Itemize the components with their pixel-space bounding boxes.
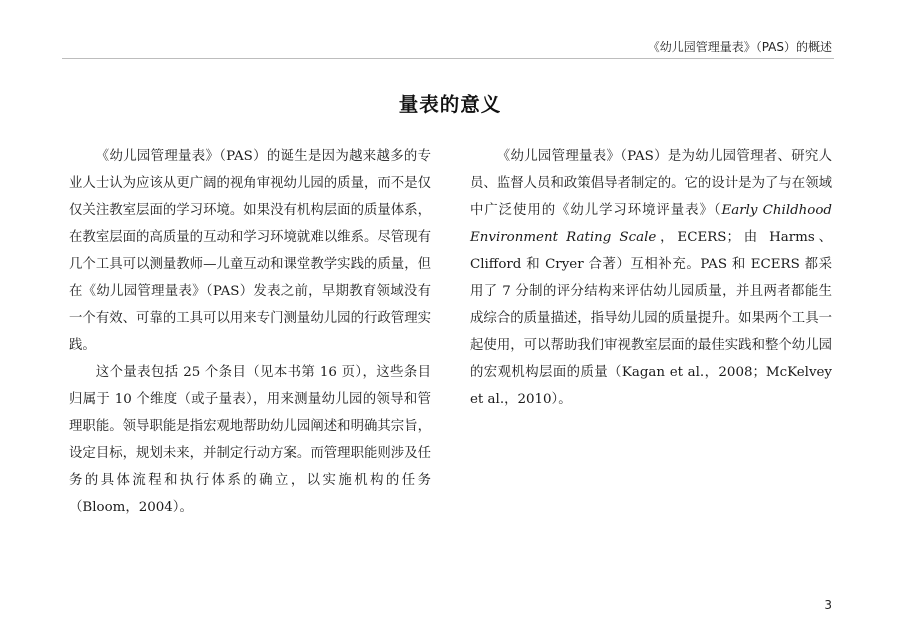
left-column [69, 143, 431, 521]
left-paragraph-2: 这个量表包括 25 个条目（见本书第 16 页），这些条目归属于 10 个维度（或子量表），用来测量幼儿园的领导和管理职能。领导职能是指宏观地帮助幼儿园阐述和明确其宗旨，设定目标，规划未来，并制定行动方案。而管理职能则涉及任务的具体流程和执行体系的确立，以实施机构的任务（Bloom，2004）。 [69, 365, 431, 515]
running-header: 《幼儿园管理量表》（PAS）的概述 [647, 40, 832, 54]
ecers-title-italic: Early Childhood Environment Rating Scale [470, 203, 832, 245]
left-paragraph-1: 《幼儿园管理量表》（PAS）的诞生是因为越来越多的专业人士认为应该从更广阔的视角审视幼儿园的质量，而不是仅仅关注教室层面的学习环境。如果没有机构层面的质量体系，在教室层面的高质量的互动和学习环境就难以维系。尽管现有几个工具可以测量教师—儿童互动和课堂教学实践的质量，但在《幼儿园管理量表》（PAS）发表之前，早期教育领域没有一个有效、可靠的工具可以用来专门测量幼儿园的行政管理实践。 [69, 149, 431, 353]
section-title: 量表的意义 [398, 93, 502, 116]
header-rule [62, 58, 834, 59]
right-column [470, 143, 832, 413]
page-number: 3 [824, 598, 832, 612]
right-paragraph-text-end: ，ECERS；由 Harms、Clifford 和 Cryer 合著）互相补充。PAS 和 ECERS 都采用了 7 分制的评分结构来评估幼儿园质量，并且两者都能生成综合的质量描述，指导幼儿园的质量提升。如果两个工具一起使用，可以帮助我们审视教室层面的最佳实践和整个幼儿园的宏观机构层面的质量（Kagan et al.，2008；McKelvey et al.，2010）。 [470, 230, 832, 407]
right-paragraph-text-start: 《幼儿园管理量表》（PAS）是为幼儿园管理者、研究人员、监督人员和政策倡导者制定的。它的设计是为了与在领域中广泛使用的《幼儿学习环境评量表》（ [470, 149, 832, 218]
right-paragraph-1 [470, 143, 832, 413]
